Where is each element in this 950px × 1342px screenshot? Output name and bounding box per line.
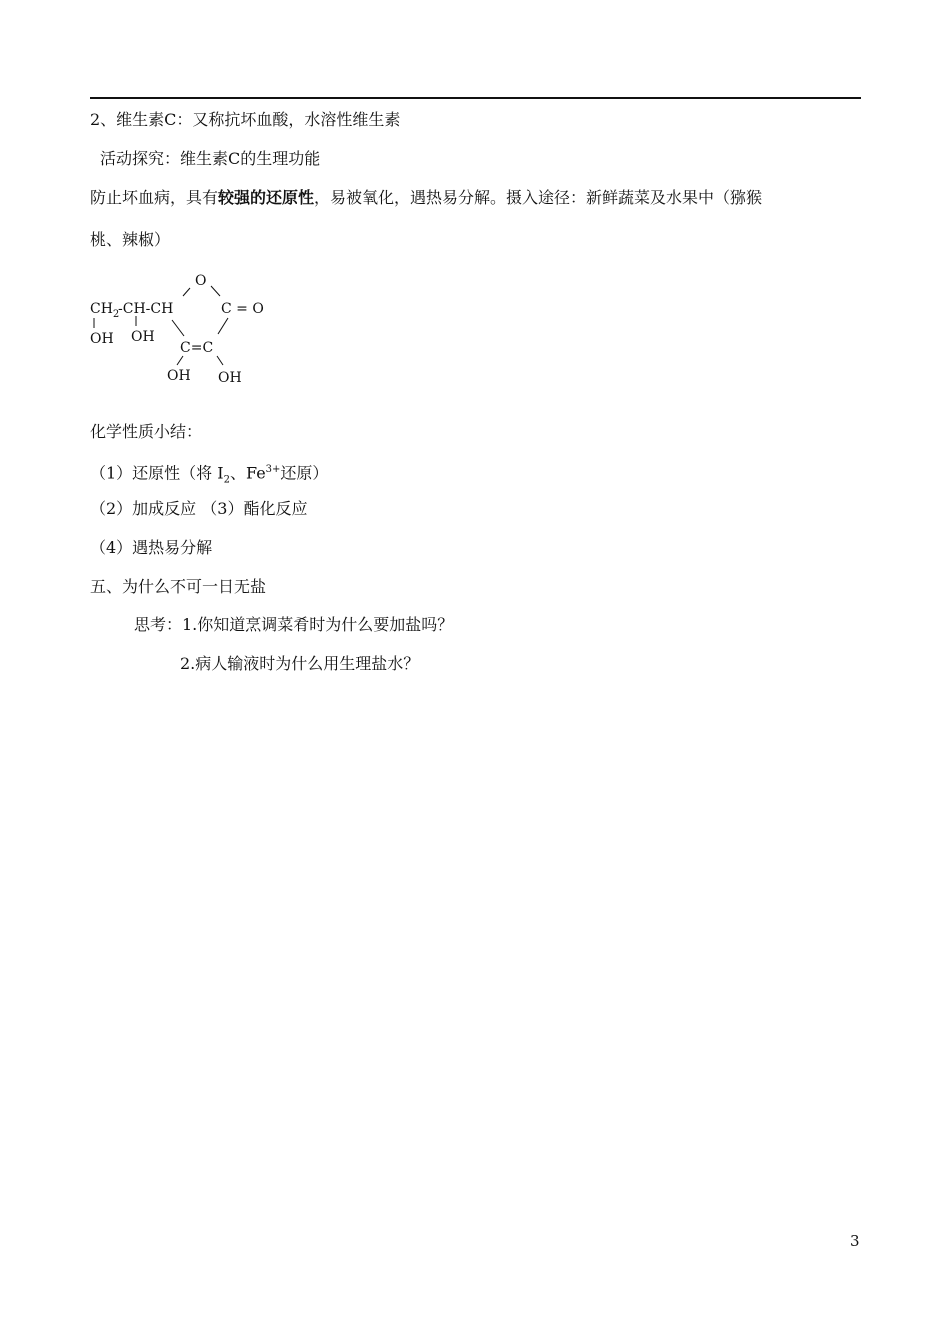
vitamin-c-structure (88, 268, 288, 393)
bond-oh3 (177, 356, 183, 365)
bond-right-up (211, 286, 220, 296)
formula-ch2: $CH_2$ (90, 301, 120, 320)
formula-double-bond: C=C (180, 340, 214, 356)
description-prefix: 防止坏血病，具有 (90, 188, 219, 207)
item1-subscript: 2 (223, 474, 230, 486)
item1-suffix: 还原） (280, 463, 329, 483)
item1-middle: 、Fe (229, 463, 266, 483)
think-question1: 思考：1.你知道烹调菜肴时为什么要加盐吗？ (134, 615, 454, 634)
formula-oh3: OH (167, 368, 191, 384)
section2-heading: 2、维生素C：又称抗坏血酸，水溶性维生素 (90, 110, 401, 129)
formula-oh1: OH (90, 331, 114, 347)
description-bold: 较强的还原性 (218, 188, 315, 207)
header-rule (90, 97, 861, 99)
formula-chain: -CH-CH (118, 301, 174, 317)
description-line1 (90, 187, 762, 209)
summary-title: 化学性质小结： (90, 422, 203, 441)
formula-carbonyl: C = O (221, 301, 264, 317)
bond-ring-lower-right (218, 318, 228, 334)
think-question2: 2.病人输液时为什么用生理盐水？ (180, 654, 420, 673)
section5-heading: 五、为什么不可一日无盐 (90, 577, 267, 596)
description-line2: 桃、辣椒） (90, 230, 171, 249)
formula-oh4: OH (218, 370, 242, 386)
bond-left-up (183, 288, 190, 296)
summary-item4: （4）遇热易分解 (90, 538, 213, 557)
item1-superscript: 3+ (265, 464, 281, 475)
bond-oh4 (217, 356, 223, 365)
formula-ring-oxygen: O (195, 273, 207, 289)
description-suffix: ，易被氧化，遇热易分解。摄入途径：新鲜蔬菜及水果中（猕猴 (314, 188, 763, 207)
bond-ring-lower-left (172, 320, 184, 336)
summary-item2: （2）加成反应 （3）酯化反应 (90, 499, 308, 518)
summary-item1 (90, 459, 328, 492)
page-number: 3 (850, 1232, 860, 1250)
item1-prefix: （1）还原性（将 I (90, 463, 224, 483)
formula-oh2: OH (131, 329, 155, 345)
activity-line: 活动探究：维生素C的生理功能 (100, 149, 321, 168)
